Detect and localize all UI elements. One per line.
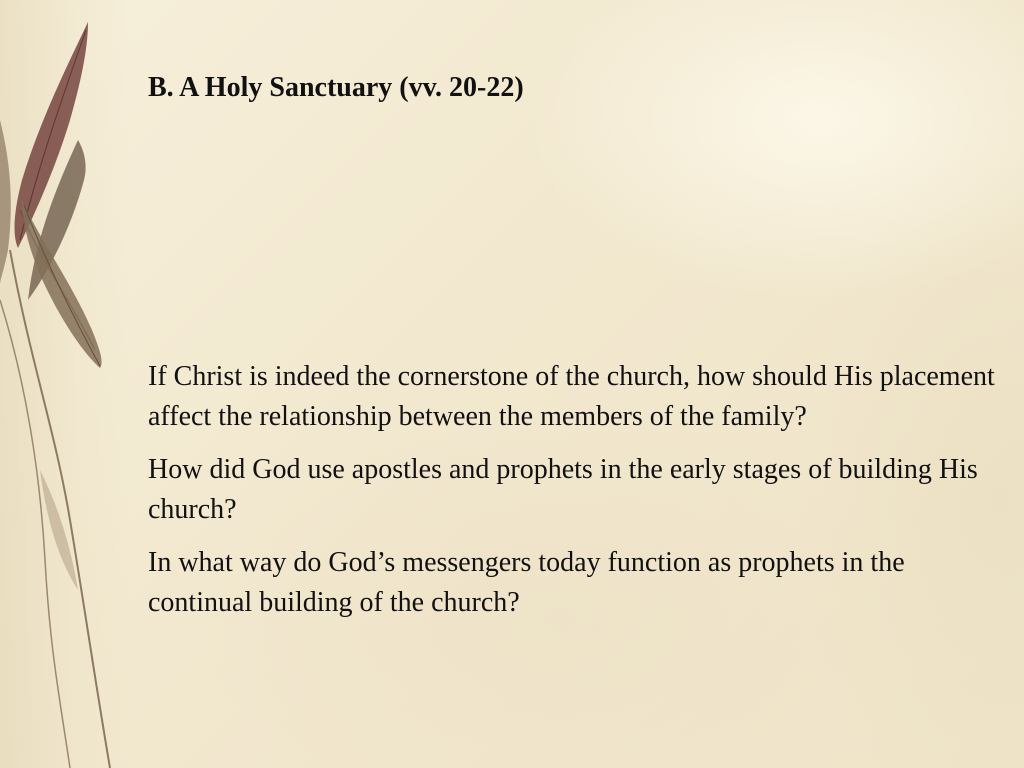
question-paragraph-1: If Christ is indeed the cornerstone of the church, how should His placement affect the relationship between the members of the family? — [148, 361, 995, 432]
question-paragraph-3: In what way do God’s messengers today function as prophets in the continual building of the church? — [148, 547, 905, 618]
leaf — [0, 120, 11, 285]
slide-title: B. A Holy Sanctuary (vv. 20-22) — [148, 72, 524, 103]
question-paragraph-2: How did God use apostles and prophets in the early stages of building His church? — [148, 454, 978, 525]
slide-body — [148, 357, 998, 636]
dried-leaves-decoration — [0, 0, 160, 768]
leaf-stem — [10, 250, 110, 768]
